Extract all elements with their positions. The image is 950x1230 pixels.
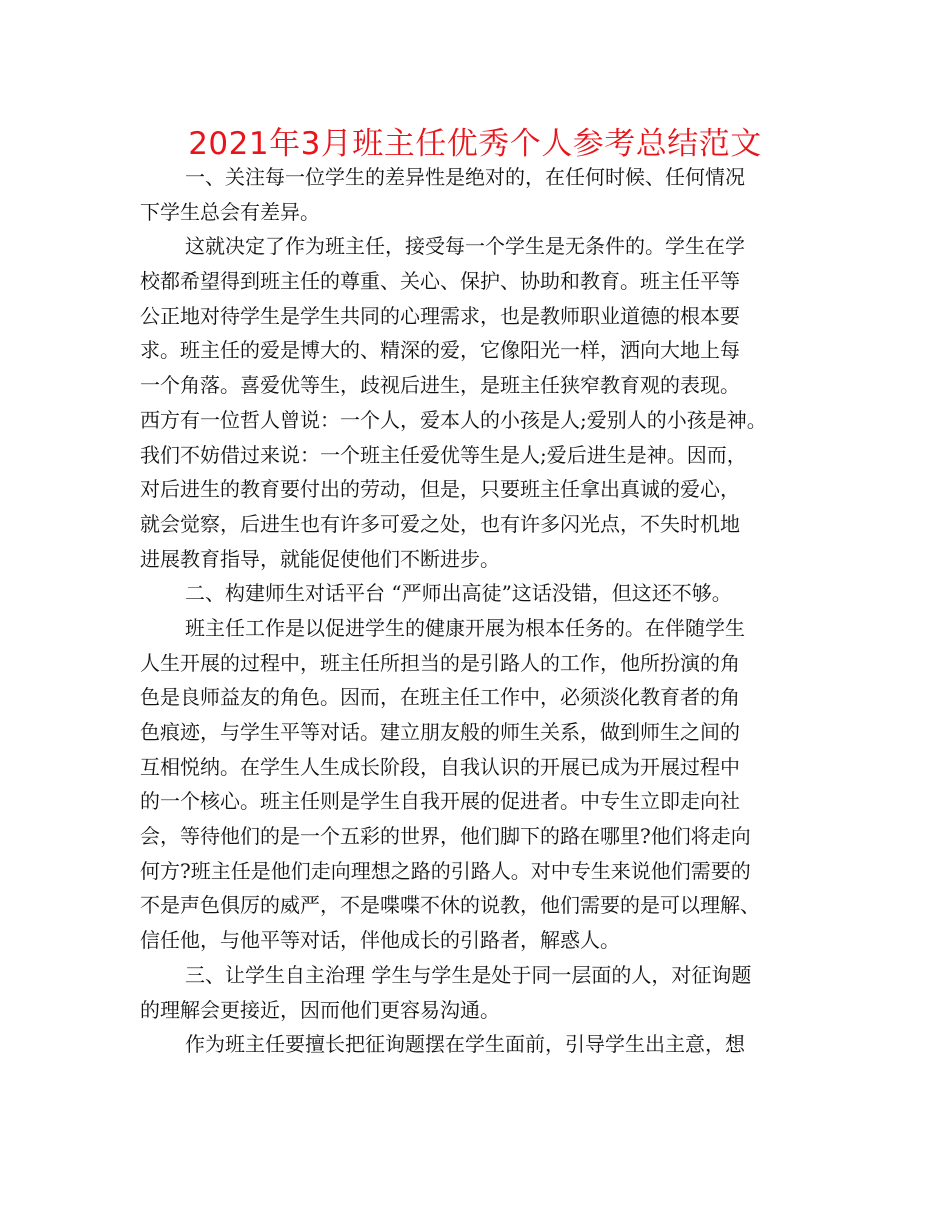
- paragraph-line: 下学生总会有差异。: [140, 199, 320, 224]
- paragraph-line: 进展教育指导，就能促使他们不断进步。: [140, 546, 500, 571]
- paragraph-line: 人生开展的过程中，班主任所担当的是引路人的工作，他所扮演的角: [140, 650, 740, 675]
- paragraph-line: 这就决定了作为班主任，接受每一个学生是无条件的。学生在学: [185, 234, 745, 259]
- paragraph-line: 三、让学生自主治理 学生与学生是处于同一层面的人，对征询题: [185, 962, 752, 987]
- paragraph-line: 的理解会更接近，因而他们更容易沟通。: [140, 997, 500, 1022]
- paragraph-line: 西方有一位哲人曾说：一个人，爱本人的小孩是人;爱别人的小孩是神。: [140, 407, 767, 432]
- paragraph-line: 色痕迹，与学生平等对话。建立朋友般的师生关系，做到师生之间的: [140, 720, 740, 744]
- paragraph-line: 公正地对待学生是学生共同的心理需求，也是教师职业道德的根本要: [140, 303, 740, 328]
- paragraph-line: 作为班主任要擅长把征询题摆在学生面前，引导学生出主意，想: [185, 1032, 745, 1057]
- paragraph-line: 信任他，与他平等对话，伴他成长的引路者，解惑人。: [140, 928, 620, 953]
- paragraph-line: 的一个核心。班主任则是学生自我开展的促进者。中专生立即走向社: [140, 789, 740, 814]
- paragraph-line: 我们不妨借过来说：一个班主任爱优等生是人;爱后进生是神。因而，: [140, 442, 747, 467]
- paragraph-line: 二、构建师生对话平台 “严师出高徒”这话没错，但这还不够。: [185, 581, 732, 606]
- document-title: 2021年3月班主任优秀个人参考总结范文: [188, 126, 762, 162]
- paragraph-line: 一个角落。喜爱优等生，歧视后进生，是班主任狭窄教育观的表现。: [140, 373, 740, 398]
- paragraph-line: 互相悦纳。在学生人生成长阶段，自我认识的开展已成为开展过程中: [140, 754, 740, 779]
- paragraph-line: 会，等待他们的是一个五彩的世界，他们脚下的路在哪里?他们将走向: [140, 824, 751, 849]
- paragraph-line: 就会觉察，后进生也有许多可爱之处，也有许多闪光点，不失时机地: [140, 511, 740, 536]
- paragraph-line: 求。班主任的爱是博大的、精深的爱，它像阳光一样，洒向大地上每: [140, 338, 740, 363]
- paragraph-line: 色是良师益友的角色。因而，在班主任工作中，必须淡化教育者的角: [140, 685, 740, 710]
- paragraph-line: 校都希望得到班主任的尊重、关心、保护、协助和教育。班主任平等: [140, 269, 740, 294]
- paragraph-line: 对后进生的教育要付出的劳动，但是，只要班主任拿出真诚的爱心，: [140, 477, 740, 502]
- document-body: [140, 160, 830, 1062]
- paragraph-line: 不是声色俱厉的威严，不是喋喋不休的说教，他们需要的是可以理解、: [140, 893, 760, 918]
- paragraph-line: 一、关注每一位学生的差异性是绝对的，在任何时候、任何情况: [185, 165, 745, 189]
- paragraph-line: 何方?班主任是他们走向理想之路的引路人。对中专生来说他们需要的: [140, 858, 751, 883]
- paragraph-line: 班主任工作是以促进学生的健康开展为根本任务的。在伴随学生: [185, 615, 745, 640]
